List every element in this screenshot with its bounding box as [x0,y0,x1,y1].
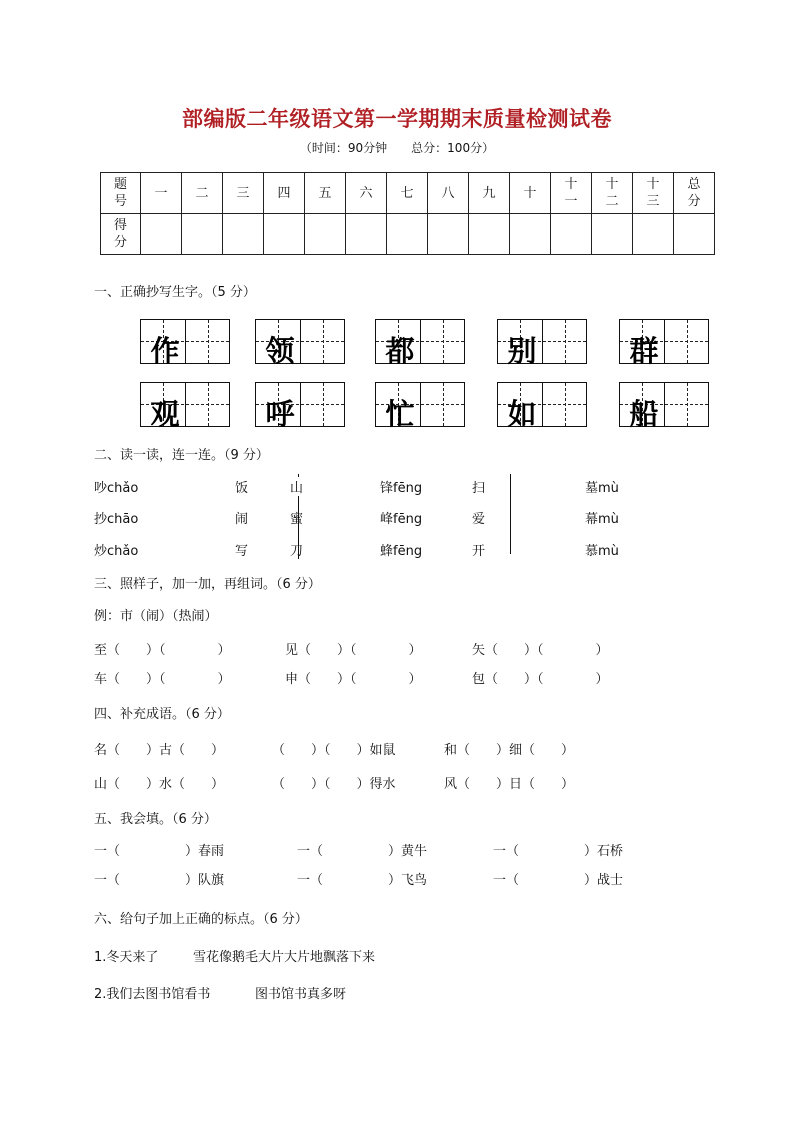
fill-in-item[interactable]: 一（ ）石桥 [493,844,624,859]
score-table-score-row [101,214,715,255]
section-1-heading: 一、正确抄写生字。（5 分） [94,285,256,300]
matching-item[interactable]: 墓mù [585,481,619,496]
score-cell[interactable] [674,214,715,255]
score-header-cell: 六 [346,173,387,214]
score-cell[interactable] [633,214,674,255]
model-character: 呼 [265,397,295,431]
fill-in-item[interactable]: （ ）（ ）如鼠 [272,743,396,758]
model-character: 作 [150,334,180,368]
score-cell[interactable] [428,214,469,255]
matching-item[interactable]: 开 [472,544,486,559]
model-character: 都 [385,334,415,368]
score-table [100,172,715,255]
writing-grid[interactable] [255,319,345,368]
score-cell[interactable] [223,214,264,255]
sentence-item[interactable]: 1.冬天来了 [94,950,159,965]
section-5-heading: 五、我会填。（6 分） [94,812,217,827]
model-character: 群 [629,334,659,368]
fill-in-item[interactable]: 一（ ）黄牛 [297,844,428,859]
matching-item[interactable]: 锋fēng [380,481,423,496]
fill-in-item[interactable]: （ ）（ ）得水 [272,777,396,792]
fill-in-item[interactable]: 风（ ）日（ ） [444,777,575,792]
score-cell[interactable] [141,214,182,255]
fill-in-item[interactable]: 一（ ）飞鸟 [297,873,428,888]
fill-in-item[interactable]: 一（ ）队旗 [94,873,225,888]
score-header-cell: 三 [223,173,264,214]
score-table-header-row [101,173,715,214]
matching-item[interactable]: 山 [290,477,303,496]
column-divider [510,474,511,554]
page-title: 部编版二年级语文第一学期期末质量检测试卷 [182,106,612,131]
model-character: 忙 [385,397,415,431]
fill-in-item[interactable]: 一（ ）春雨 [94,844,225,859]
section-6-heading: 六、给句子加上正确的标点。（6 分） [94,912,308,927]
matching-item[interactable]: 闹 [235,512,249,527]
score-cell[interactable] [346,214,387,255]
matching-item[interactable]: 吵chǎo [94,481,139,496]
fill-in-item[interactable]: 矢（ ）（ ） [472,643,609,658]
score-header-cell: 四 [264,173,305,214]
matching-item[interactable]: 饭 [235,481,249,496]
writing-grid[interactable] [375,382,465,431]
score-cell[interactable] [510,214,551,255]
score-header-cell: 七 [387,173,428,214]
score-cell[interactable] [469,214,510,255]
matching-item[interactable]: 抄chāo [94,512,139,527]
section-3-heading: 三、照样子，加一加，再组词。（6 分） [94,577,321,592]
score-cell[interactable] [551,214,592,255]
score-header-cell: 十 [510,173,551,214]
fill-in-item[interactable]: 包（ ）（ ） [472,672,609,687]
matching-item[interactable]: 炒chǎo [94,544,139,559]
fill-in-item[interactable]: 申（ ）（ ） [285,672,422,687]
score-header-cell: 九 [469,173,510,214]
sentence-item[interactable]: 图书馆书真多呀 [255,987,347,1002]
fill-in-item[interactable]: 一（ ）战士 [493,873,624,888]
writing-grid[interactable] [497,382,587,431]
fill-in-item[interactable]: 和（ ）细（ ） [444,743,575,758]
score-table-row-label: 题号 [101,173,141,214]
example-line: 例：市（闹）（热闹） [94,609,218,624]
section-2-heading: 二、读一读，连一连。（9 分） [94,448,269,463]
score-cell[interactable] [387,214,428,255]
fill-in-item[interactable]: 山（ ）水（ ） [94,777,225,792]
fill-in-item[interactable]: 车（ ）（ ） [94,672,231,687]
writing-grid[interactable] [497,319,587,368]
section-4-heading: 四、补充成语。（6 分） [94,707,230,722]
writing-grid[interactable] [255,382,345,431]
writing-grid[interactable] [619,382,709,431]
model-character: 别 [507,334,537,368]
score-header-cell: 十二 [592,173,633,214]
matching-item[interactable]: 幕mù [585,512,619,527]
score-header-cell: 总分 [674,173,715,214]
sentence-item[interactable]: 雪花像鹅毛大片大片地飘落下来 [193,950,376,965]
model-character: 观 [150,397,180,431]
score-header-cell: 十三 [633,173,674,214]
writing-grid[interactable] [140,382,230,431]
matching-item[interactable]: 爱 [472,512,486,527]
score-table-row-label: 得分 [101,214,141,255]
score-header-cell: 二 [182,173,223,214]
model-character: 如 [507,397,537,431]
model-character: 船 [629,397,659,431]
score-header-cell: 一 [141,173,182,214]
score-header-cell: 五 [305,173,346,214]
score-header-cell: 十一 [551,173,592,214]
score-cell[interactable] [264,214,305,255]
sentence-item[interactable]: 2.我们去图书馆看书 [94,987,211,1002]
matching-item[interactable]: 峰fēng [380,512,423,527]
fill-in-item[interactable]: 名（ ）古（ ） [94,743,225,758]
matching-item[interactable]: 蜜 [290,512,304,527]
writing-grid[interactable] [375,319,465,368]
exam-info: （时间：90分钟 总分：100分） [299,141,495,155]
matching-item[interactable]: 慕mù [585,544,619,559]
fill-in-item[interactable]: 见（ ）（ ） [285,643,422,658]
score-cell[interactable] [305,214,346,255]
writing-grid[interactable] [140,319,230,368]
fill-in-item[interactable]: 至（ ）（ ） [94,643,231,658]
matching-item[interactable]: 扫 [472,481,486,496]
model-character: 领 [265,334,295,368]
matching-item[interactable]: 写 [235,544,249,559]
score-header-cell: 八 [428,173,469,214]
score-cell[interactable] [182,214,223,255]
score-cell[interactable] [592,214,633,255]
matching-item[interactable]: 蜂fēng [380,544,423,559]
matching-item[interactable]: 刀 [290,544,304,559]
writing-grid[interactable] [619,319,709,368]
